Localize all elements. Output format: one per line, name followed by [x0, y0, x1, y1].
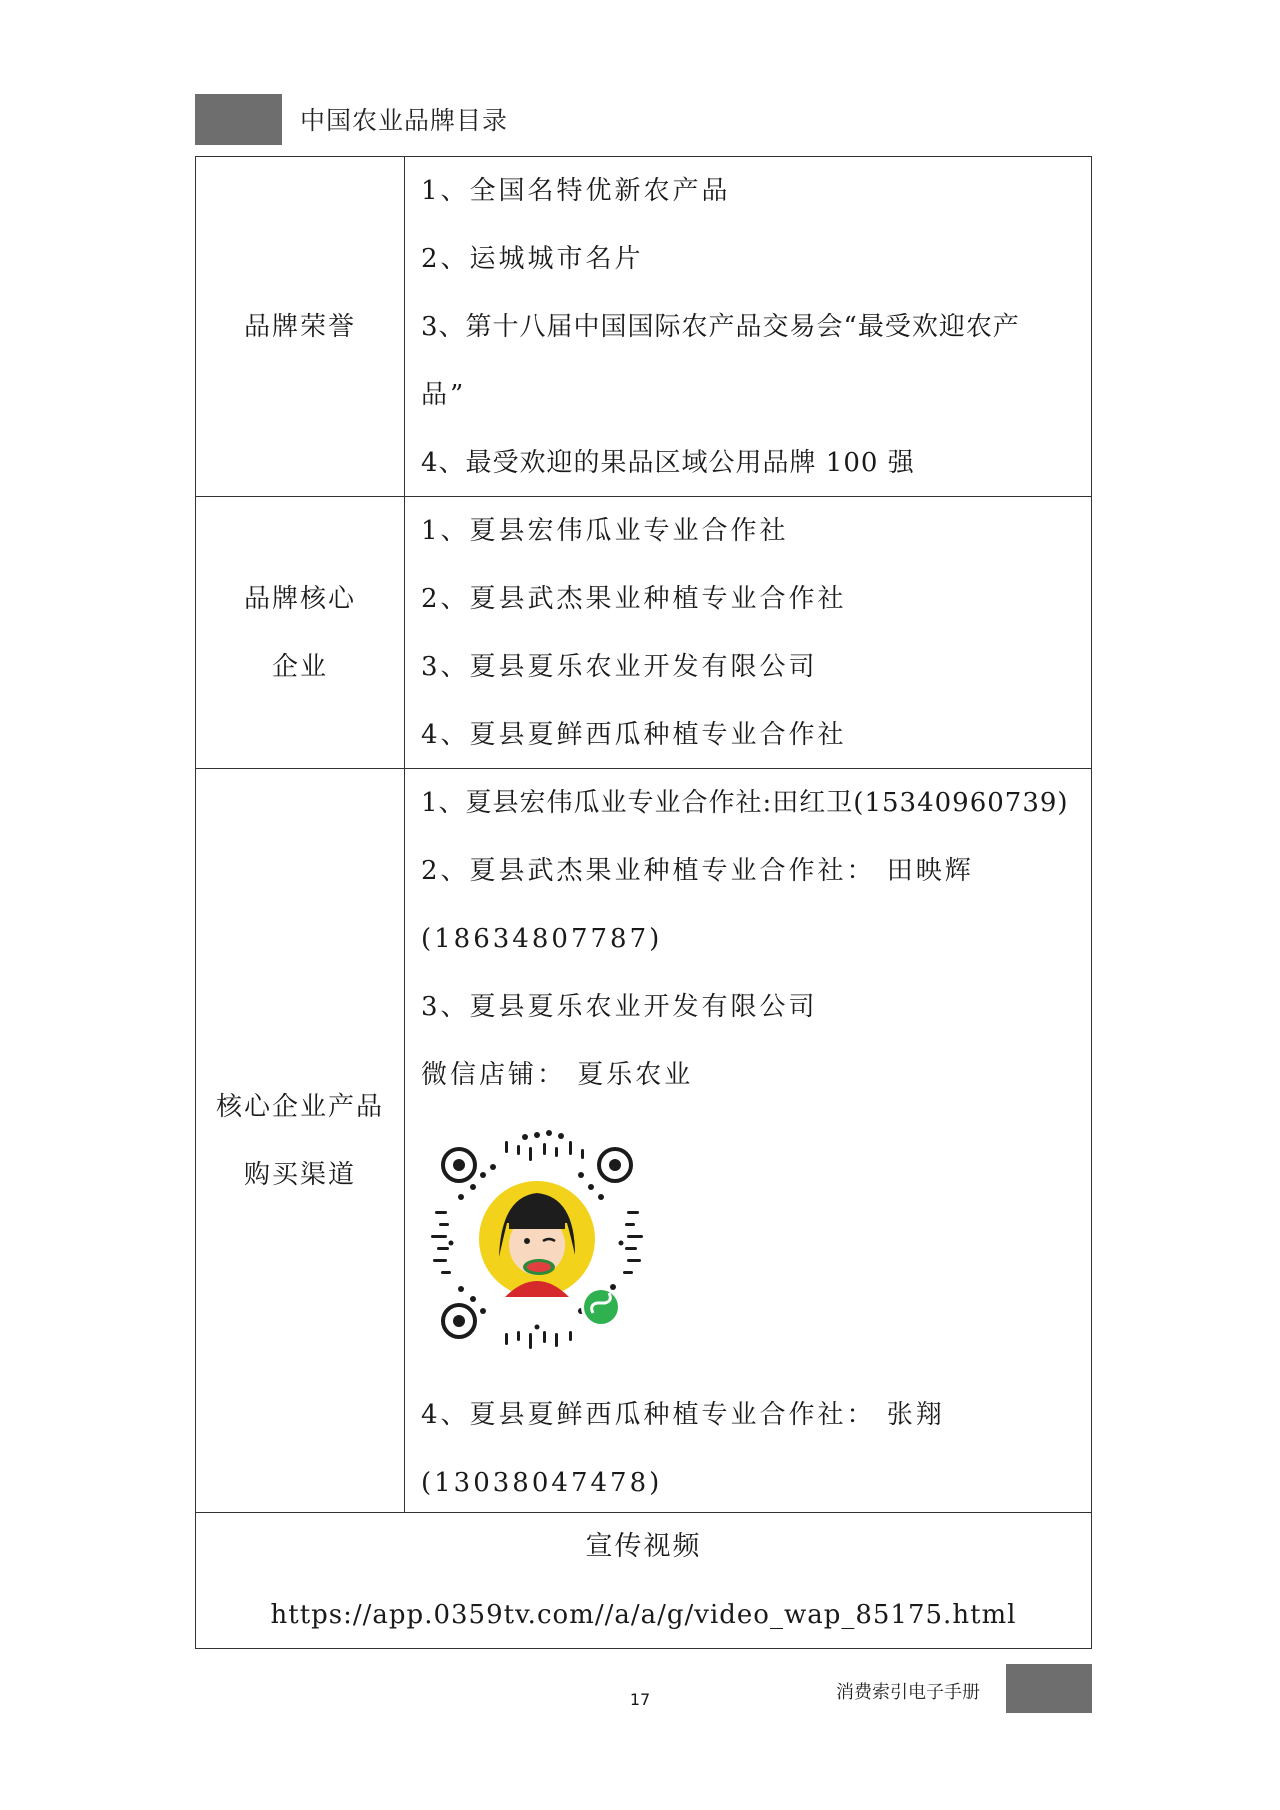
footer-manual-title: 消费索引电子手册	[836, 1682, 980, 1703]
enterprise-item: 4、夏县夏鲜西瓜种植专业合作社	[421, 720, 847, 750]
enterprise-item: 1、夏县宏伟瓜业专业合作社	[421, 516, 789, 546]
table-row-core-enterprises	[196, 497, 1091, 769]
honor-item: 4、最受欢迎的果品区域公用品牌 100 强	[421, 448, 915, 478]
honors-label-text: 品牌荣誉	[243, 311, 356, 342]
channel-item: 3、夏县夏乐农业开发有限公司	[421, 992, 818, 1022]
honor-item: 3、第十八届中国国际农产品交易会“最受欢迎农产	[421, 312, 1020, 342]
channel-item: 1、夏县宏伟瓜业专业合作社:田红卫(15340960739)	[421, 788, 1069, 818]
row-label-core-enterprises	[196, 497, 405, 768]
purchase-channels-content	[405, 769, 1091, 1517]
footer-decoration-block	[1006, 1664, 1092, 1713]
enterprise-item: 2、夏县武杰果业种植专业合作社	[421, 584, 847, 614]
row-label-honors	[196, 157, 405, 496]
channel-phone: (13038047478)	[421, 1468, 663, 1498]
table-row-video	[196, 1513, 1091, 1649]
channels-label-line: 核心企业产品	[215, 1091, 384, 1122]
honor-item-continued: 品”	[421, 380, 467, 410]
row-label-purchase-channels	[196, 769, 405, 1512]
table-row-honors	[196, 157, 1091, 497]
wechat-mini-program-qr-code[interactable]	[421, 1127, 653, 1359]
core-label-line: 品牌核心	[243, 583, 356, 614]
video-link[interactable]: https://app.0359tv.com//a/a/g/video_wap_85175.html	[270, 1600, 1017, 1630]
brand-info-table	[195, 156, 1092, 1649]
table-row-purchase-channels	[196, 769, 1091, 1513]
core-label-line: 企业	[271, 651, 328, 682]
honor-item: 1、全国名特优新农产品	[421, 176, 731, 206]
enterprise-item: 3、夏县夏乐农业开发有限公司	[421, 652, 818, 682]
header-decoration-block	[195, 94, 282, 145]
channels-label-line: 购买渠道	[243, 1159, 356, 1190]
channel-item: 2、夏县武杰果业种植专业合作社： 田映辉	[421, 856, 974, 886]
channel-phone: (18634807787)	[421, 924, 663, 954]
channel-item: 4、夏县夏鲜西瓜种植专业合作社： 张翔	[421, 1400, 945, 1430]
honors-content	[405, 157, 1091, 497]
video-section-title: 宣传视频	[585, 1531, 702, 1562]
core-enterprises-content	[405, 497, 1091, 769]
page-header-title: 中国农业品牌目录	[300, 106, 509, 135]
wechat-shop-line: 微信店铺： 夏乐农业	[421, 1060, 694, 1090]
honor-item: 2、运城城市名片	[421, 244, 644, 274]
page-number: 17	[629, 1690, 651, 1709]
